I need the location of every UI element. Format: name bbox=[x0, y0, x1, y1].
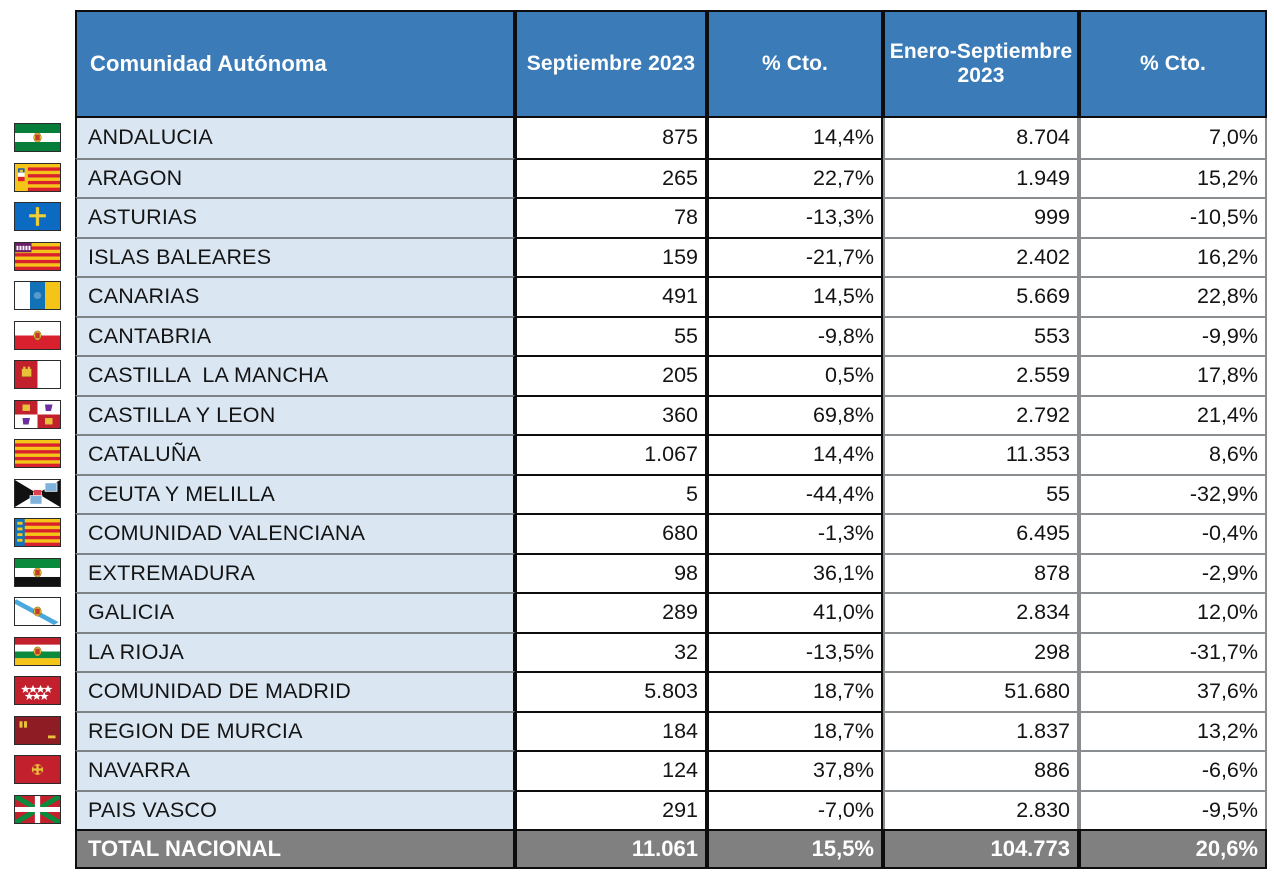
cell-comunidad: EXTREMADURA bbox=[75, 553, 515, 593]
flag-comunidad-valenciana-icon bbox=[14, 518, 61, 547]
cell-enero-septiembre: 8.704 bbox=[883, 118, 1079, 158]
flag-castilla-y-leon-icon bbox=[14, 400, 61, 429]
table-row[interactable] bbox=[75, 592, 1267, 632]
cell-enero-septiembre-pct: 22,8% bbox=[1079, 276, 1267, 316]
flag-slot bbox=[0, 237, 75, 277]
table-header bbox=[75, 10, 1267, 118]
flag-slot bbox=[0, 118, 75, 158]
total-enero-septiembre: 104.773 bbox=[883, 829, 1079, 869]
flag-slot bbox=[0, 632, 75, 672]
cell-enero-septiembre-pct: 12,0% bbox=[1079, 592, 1267, 632]
flag-slot bbox=[0, 750, 75, 790]
cell-enero-septiembre-pct: 37,6% bbox=[1079, 671, 1267, 711]
table-row[interactable] bbox=[75, 513, 1267, 553]
cell-septiembre-pct: 36,1% bbox=[707, 553, 883, 593]
cell-septiembre-pct: -7,0% bbox=[707, 790, 883, 830]
cell-septiembre: 159 bbox=[515, 237, 707, 277]
flag-slot bbox=[0, 197, 75, 237]
table-row[interactable] bbox=[75, 434, 1267, 474]
table-row[interactable] bbox=[75, 395, 1267, 435]
cell-septiembre-pct: 22,7% bbox=[707, 158, 883, 198]
cell-septiembre-pct: 14,4% bbox=[707, 434, 883, 474]
flag-islas-baleares-icon bbox=[14, 242, 61, 271]
cell-enero-septiembre: 55 bbox=[883, 474, 1079, 514]
cell-enero-septiembre: 1.837 bbox=[883, 711, 1079, 751]
cell-comunidad: NAVARRA bbox=[75, 750, 515, 790]
flag-asturias-icon bbox=[14, 202, 61, 231]
cell-septiembre: 205 bbox=[515, 355, 707, 395]
table-row[interactable] bbox=[75, 474, 1267, 514]
flag-aragon-icon bbox=[14, 163, 61, 192]
cell-enero-septiembre-pct: -6,6% bbox=[1079, 750, 1267, 790]
cell-septiembre-pct: -1,3% bbox=[707, 513, 883, 553]
flag-cantabria-icon bbox=[14, 321, 61, 350]
flag-slot bbox=[0, 316, 75, 356]
flag-slot bbox=[0, 158, 75, 198]
cell-septiembre: 5.803 bbox=[515, 671, 707, 711]
cell-comunidad: CANTABRIA bbox=[75, 316, 515, 356]
cell-enero-septiembre-pct: 8,6% bbox=[1079, 434, 1267, 474]
cell-enero-septiembre: 2.834 bbox=[883, 592, 1079, 632]
cell-septiembre: 360 bbox=[515, 395, 707, 435]
table-body bbox=[75, 118, 1267, 869]
flag-slot bbox=[0, 355, 75, 395]
cell-septiembre-pct: -44,4% bbox=[707, 474, 883, 514]
cell-septiembre: 291 bbox=[515, 790, 707, 830]
cell-septiembre: 1.067 bbox=[515, 434, 707, 474]
cell-comunidad: LA RIOJA bbox=[75, 632, 515, 672]
cell-enero-septiembre-pct: -9,9% bbox=[1079, 316, 1267, 356]
flag-galicia-icon bbox=[14, 597, 61, 626]
cell-comunidad: PAIS VASCO bbox=[75, 790, 515, 830]
column-header-comunidad[interactable]: Comunidad Autónoma bbox=[75, 10, 515, 118]
cell-enero-septiembre: 1.949 bbox=[883, 158, 1079, 198]
flag-cataluna-icon bbox=[14, 439, 61, 468]
cell-septiembre-pct: -13,5% bbox=[707, 632, 883, 672]
cell-enero-septiembre: 298 bbox=[883, 632, 1079, 672]
table-row[interactable] bbox=[75, 118, 1267, 158]
cell-comunidad: ARAGON bbox=[75, 158, 515, 198]
cell-septiembre-pct: 69,8% bbox=[707, 395, 883, 435]
cell-enero-septiembre-pct: -9,5% bbox=[1079, 790, 1267, 830]
flag-slot bbox=[0, 513, 75, 553]
cell-enero-septiembre: 5.669 bbox=[883, 276, 1079, 316]
cell-comunidad: CASTILLA LA MANCHA bbox=[75, 355, 515, 395]
cell-comunidad: COMUNIDAD VALENCIANA bbox=[75, 513, 515, 553]
flag-gutter bbox=[0, 118, 75, 829]
table-row[interactable] bbox=[75, 711, 1267, 751]
cell-enero-septiembre-pct: -2,9% bbox=[1079, 553, 1267, 593]
cell-enero-septiembre-pct: -32,9% bbox=[1079, 474, 1267, 514]
cell-septiembre: 680 bbox=[515, 513, 707, 553]
cell-septiembre: 5 bbox=[515, 474, 707, 514]
flag-slot bbox=[0, 671, 75, 711]
cell-septiembre-pct: 41,0% bbox=[707, 592, 883, 632]
flag-andalucia-icon bbox=[14, 123, 61, 152]
cell-enero-septiembre-pct: -0,4% bbox=[1079, 513, 1267, 553]
total-septiembre-pct: 15,5% bbox=[707, 829, 883, 869]
flag-slot bbox=[0, 790, 75, 830]
cell-comunidad: GALICIA bbox=[75, 592, 515, 632]
cell-enero-septiembre-pct: 15,2% bbox=[1079, 158, 1267, 198]
cell-septiembre: 491 bbox=[515, 276, 707, 316]
cell-comunidad: CEUTA Y MELILLA bbox=[75, 474, 515, 514]
table-row[interactable] bbox=[75, 355, 1267, 395]
cell-septiembre-pct: -13,3% bbox=[707, 197, 883, 237]
cell-septiembre-pct: 14,5% bbox=[707, 276, 883, 316]
cell-enero-septiembre-pct: -31,7% bbox=[1079, 632, 1267, 672]
cell-enero-septiembre-pct: -10,5% bbox=[1079, 197, 1267, 237]
cell-enero-septiembre-pct: 17,8% bbox=[1079, 355, 1267, 395]
cell-enero-septiembre: 2.792 bbox=[883, 395, 1079, 435]
flag-slot bbox=[0, 276, 75, 316]
flag-castilla-la-mancha-icon bbox=[14, 360, 61, 389]
flag-canarias-icon bbox=[14, 281, 61, 310]
flag-slot bbox=[0, 474, 75, 514]
cell-comunidad: COMUNIDAD DE MADRID bbox=[75, 671, 515, 711]
cell-septiembre: 78 bbox=[515, 197, 707, 237]
cell-enero-septiembre: 2.402 bbox=[883, 237, 1079, 277]
cell-enero-septiembre: 6.495 bbox=[883, 513, 1079, 553]
cell-comunidad: CATALUÑA bbox=[75, 434, 515, 474]
cell-comunidad: REGION DE MURCIA bbox=[75, 711, 515, 751]
table-row[interactable] bbox=[75, 158, 1267, 198]
flag-slot bbox=[0, 711, 75, 751]
cell-enero-septiembre: 2.830 bbox=[883, 790, 1079, 830]
flag-comunidad-de-madrid-icon bbox=[14, 676, 61, 705]
table-row[interactable] bbox=[75, 276, 1267, 316]
table-row[interactable] bbox=[75, 553, 1267, 593]
cell-septiembre-pct: 18,7% bbox=[707, 671, 883, 711]
cell-enero-septiembre-pct: 13,2% bbox=[1079, 711, 1267, 751]
cell-enero-septiembre: 11.353 bbox=[883, 434, 1079, 474]
cell-enero-septiembre: 51.680 bbox=[883, 671, 1079, 711]
cell-septiembre-pct: 18,7% bbox=[707, 711, 883, 751]
cell-septiembre: 184 bbox=[515, 711, 707, 751]
table-row[interactable] bbox=[75, 237, 1267, 277]
flag-extremadura-icon bbox=[14, 558, 61, 587]
cell-comunidad: CANARIAS bbox=[75, 276, 515, 316]
cell-septiembre: 98 bbox=[515, 553, 707, 593]
total-enero-septiembre-pct: 20,6% bbox=[1079, 829, 1267, 869]
flag-slot bbox=[0, 592, 75, 632]
comunidades-table bbox=[75, 10, 1267, 869]
column-header-septiembre-2023[interactable]: Septiembre 2023 bbox=[515, 10, 707, 118]
flag-slot bbox=[0, 395, 75, 435]
cell-septiembre-pct: 37,8% bbox=[707, 750, 883, 790]
table-row[interactable] bbox=[75, 790, 1267, 830]
cell-septiembre: 32 bbox=[515, 632, 707, 672]
table-row[interactable] bbox=[75, 632, 1267, 672]
cell-septiembre: 124 bbox=[515, 750, 707, 790]
column-header-pct-cto-mes[interactable]: % Cto. bbox=[707, 10, 883, 118]
cell-enero-septiembre: 2.559 bbox=[883, 355, 1079, 395]
total-septiembre: 11.061 bbox=[515, 829, 707, 869]
cell-septiembre: 289 bbox=[515, 592, 707, 632]
cell-enero-septiembre-pct: 21,4% bbox=[1079, 395, 1267, 435]
cell-comunidad: CASTILLA Y LEON bbox=[75, 395, 515, 435]
cell-enero-septiembre-pct: 7,0% bbox=[1079, 118, 1267, 158]
cell-septiembre-pct: -9,8% bbox=[707, 316, 883, 356]
cell-comunidad: ASTURIAS bbox=[75, 197, 515, 237]
cell-septiembre-pct: 0,5% bbox=[707, 355, 883, 395]
cell-enero-septiembre-pct: 16,2% bbox=[1079, 237, 1267, 277]
column-header-pct-cto-acumulado[interactable]: % Cto. bbox=[1079, 10, 1267, 118]
flag-ceuta-y-melilla-icon bbox=[14, 479, 61, 508]
cell-enero-septiembre: 878 bbox=[883, 553, 1079, 593]
flag-region-de-murcia-icon bbox=[14, 716, 61, 745]
flag-slot bbox=[0, 553, 75, 593]
cell-septiembre-pct: -21,7% bbox=[707, 237, 883, 277]
total-row bbox=[75, 829, 1267, 869]
cell-enero-septiembre: 553 bbox=[883, 316, 1079, 356]
cell-enero-septiembre: 886 bbox=[883, 750, 1079, 790]
table-row[interactable] bbox=[75, 750, 1267, 790]
flag-navarra-icon bbox=[14, 755, 61, 784]
cell-comunidad: ANDALUCIA bbox=[75, 118, 515, 158]
table-row[interactable] bbox=[75, 197, 1267, 237]
table-row[interactable] bbox=[75, 671, 1267, 711]
table-header-row bbox=[75, 10, 1267, 118]
cell-septiembre: 875 bbox=[515, 118, 707, 158]
cell-septiembre: 265 bbox=[515, 158, 707, 198]
total-label: TOTAL NACIONAL bbox=[75, 829, 515, 869]
table-row[interactable] bbox=[75, 316, 1267, 356]
cell-enero-septiembre: 999 bbox=[883, 197, 1079, 237]
cell-septiembre: 55 bbox=[515, 316, 707, 356]
flag-pais-vasco-icon bbox=[14, 795, 61, 824]
flag-slot bbox=[0, 434, 75, 474]
cell-septiembre-pct: 14,4% bbox=[707, 118, 883, 158]
cell-comunidad: ISLAS BALEARES bbox=[75, 237, 515, 277]
flag-la-rioja-icon bbox=[14, 637, 61, 666]
column-header-enero-septiembre-2023[interactable]: Enero-Septiembre 2023 bbox=[883, 10, 1079, 118]
